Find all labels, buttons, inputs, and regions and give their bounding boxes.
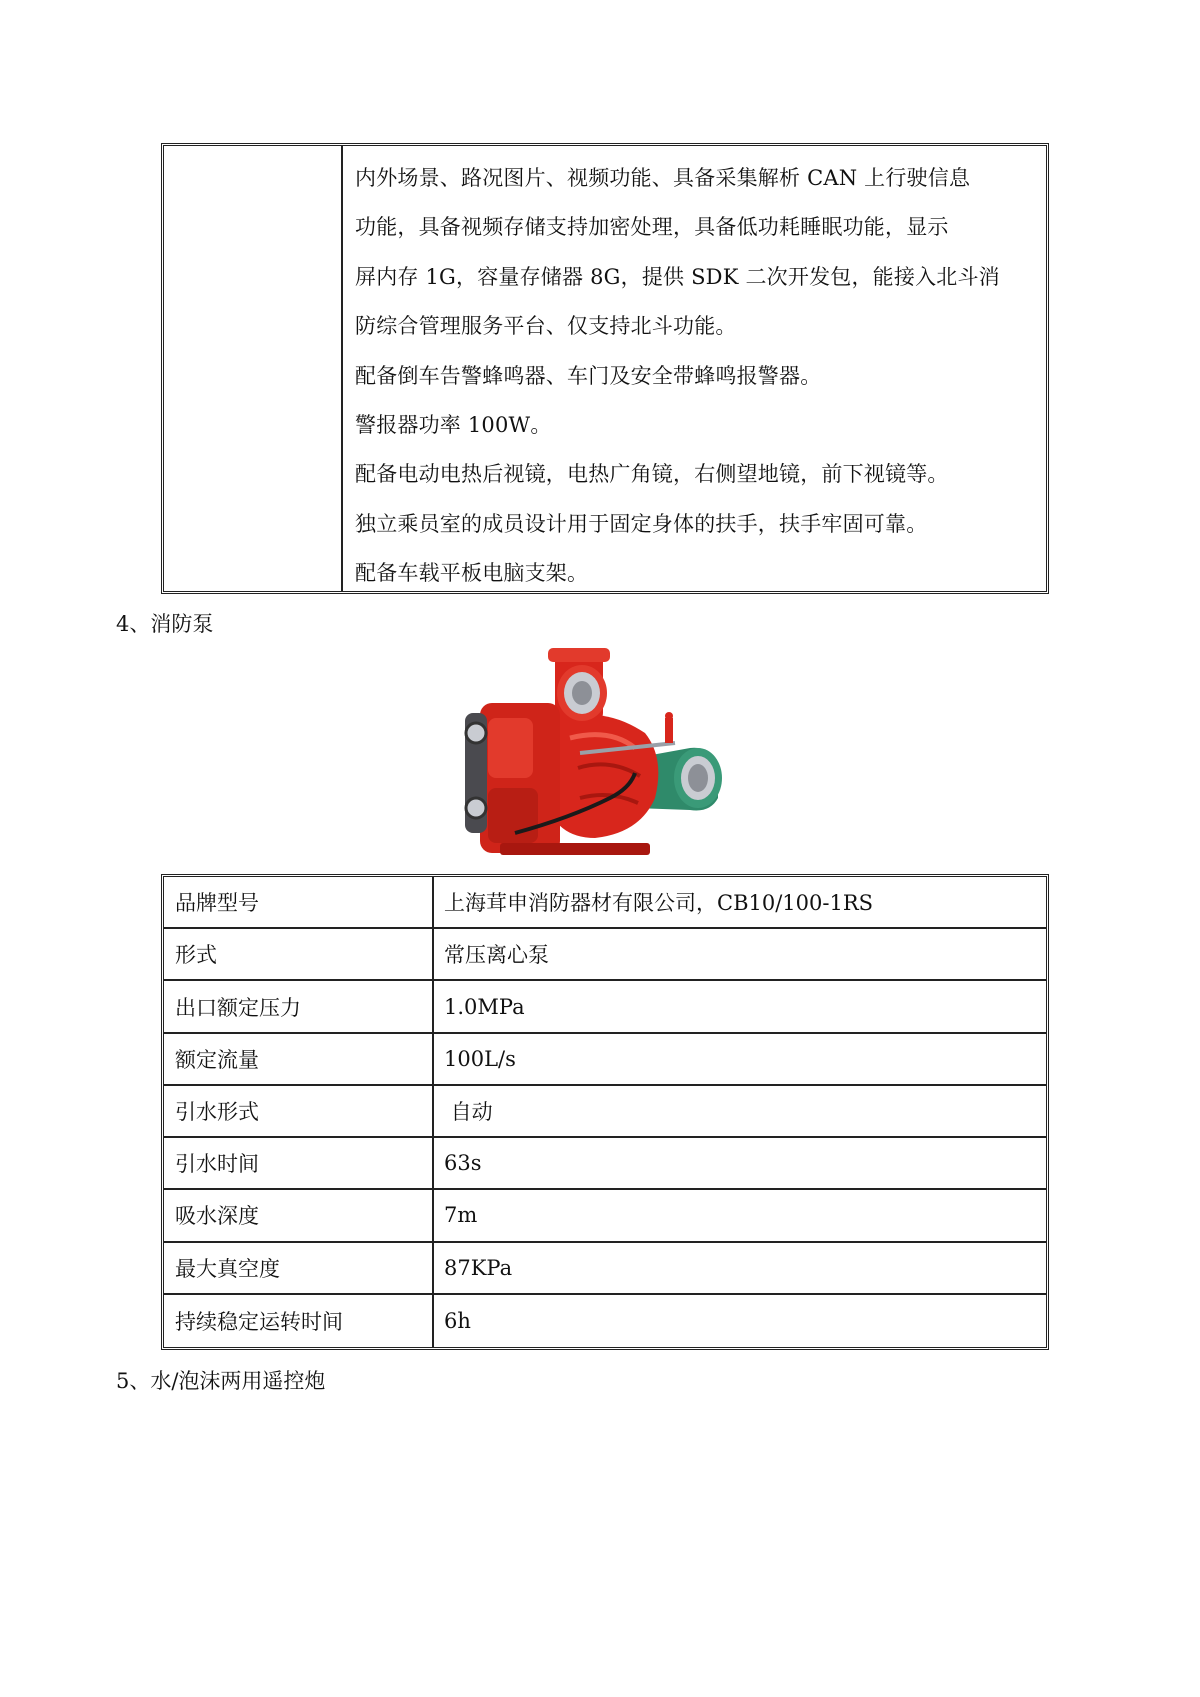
- table-row: [164, 877, 1046, 929]
- spec-value: 6h: [444, 1308, 471, 1333]
- spec-label: 形式: [164, 929, 434, 979]
- spec-label: 吸水深度: [164, 1190, 434, 1240]
- features-table-text-cell: [343, 146, 1046, 591]
- spec-label: 引水时间: [164, 1138, 434, 1188]
- feature-line: 配备电动电热后视镜，电热广角镜，右侧望地镜，前下视镜等。: [355, 462, 949, 487]
- feature-line: 防综合管理服务平台、仅支持北斗功能。: [355, 314, 737, 339]
- section-heading-water-foam-cannon: 5、水/泡沫两用遥控炮: [116, 1369, 326, 1393]
- table-row: [164, 1190, 1046, 1242]
- spec-value: 上海茸申消防器材有限公司，CB10/100-1RS: [444, 891, 874, 916]
- table-row: [164, 1243, 1046, 1295]
- spec-value: 87KPa: [444, 1255, 513, 1280]
- feature-line: 警报器功率 100W。: [355, 413, 552, 438]
- feature-line: 功能，具备视频存储支持加密处理，具备低功耗睡眠功能，显示: [355, 215, 949, 240]
- spec-label: 出口额定压力: [164, 981, 434, 1031]
- features-table-empty-cell: [164, 146, 343, 591]
- spec-label: 引水形式: [164, 1086, 434, 1136]
- spec-label: 最大真空度: [164, 1243, 434, 1293]
- table-row: [164, 1086, 1046, 1138]
- table-row: [164, 1138, 1046, 1190]
- features-table-continued: [161, 143, 1049, 594]
- feature-line: 屏内存 1G，容量存储器 8G，提供 SDK 二次开发包，能接入北斗消: [355, 264, 1000, 289]
- spec-label: 额定流量: [164, 1034, 434, 1084]
- pump-spec-table: [161, 874, 1049, 1350]
- table-row: [164, 981, 1046, 1033]
- spec-value: 自动: [444, 1099, 493, 1124]
- table-row: [164, 1295, 1046, 1347]
- spec-value: 7m: [444, 1203, 478, 1228]
- spec-label: 持续稳定运转时间: [164, 1295, 434, 1347]
- spec-value: 100L/s: [444, 1046, 516, 1071]
- table-row: [164, 1034, 1046, 1086]
- feature-line: 内外场景、路况图片、视频功能、具备采集解析 CAN 上行驶信息: [355, 166, 971, 190]
- spec-label: 品牌型号: [164, 877, 434, 927]
- fire-pump-image: [460, 648, 750, 873]
- feature-line: 独立乘员室的成员设计用于固定身体的扶手，扶手牢固可靠。: [355, 511, 928, 536]
- spec-value: 63s: [444, 1151, 482, 1176]
- feature-line: 配备车载平板电脑支架。: [355, 561, 589, 586]
- section-heading-fire-pump: 4、消防泵: [116, 612, 214, 636]
- feature-line: 配备倒车告警蜂鸣器、车门及安全带蜂鸣报警器。: [355, 363, 822, 388]
- spec-value: 常压离心泵: [444, 943, 549, 968]
- spec-value: 1.0MPa: [444, 994, 525, 1019]
- table-row: [164, 929, 1046, 981]
